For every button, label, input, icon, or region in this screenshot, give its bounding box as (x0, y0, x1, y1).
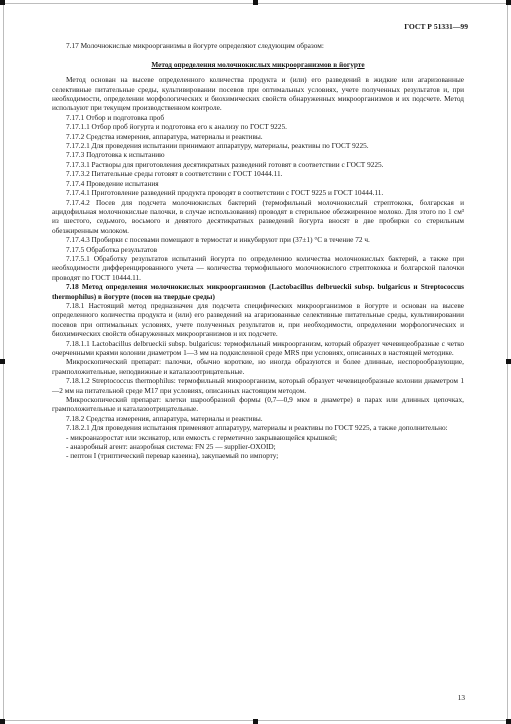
paragraph: 7.17.5.1 Обработку результатов испытаний йогурта по определению количества молочнокислых бактерий, а также при необходимости дифференцированного учета — количества термофильного молочнокислого стрептококка и болгарской палочки проводят по ГОСТ 10444.11. (52, 253, 464, 282)
paragraph: Метод основан на высеве определенного количества продукта и (или) его разведений в жидкие или агаризованные селективные питательные среды, культивировании посевов при оптимальных условиях, учете полученных результатов и, при необходимости, определении морфологических и биохимических свойств обнаруженных микроорганизмов и их подсчете. Метод используют при текущем производственном контроле. (52, 75, 464, 113)
paragraph: 7.17.2.1 Для проведения испытании принимают аппаратуру, материалы, реактивы по ГОСТ 9225. (66, 141, 369, 151)
paragraph: 7.17.3.1 Растворы для приготовления десятикратных разведений готовят в соответствии с ГОСТ 9225. (66, 159, 384, 169)
paragraph: Микроскопический препарат: палочки, обычно короткие, но иногда образуются и более длинные, неспорообразующие, грамположительные, неподвижные и каталазоотрицательные. (52, 357, 464, 376)
corner-mark (253, 719, 258, 724)
paragraph: 7.17.4.2 Посев для подсчета молочнокислых бактерий (термофильный молочнокислый стрептококк, болгарская и ацидофильная молочнокислые палочки, в случае использования) проводят в стерильное обезжиренное молоко. Для этого по 1 см³ из шестого, седьмого, восьмого и девятого десятикратных разведений йогурта вносят в две пробирки со стерильным обезжиренным молоком. (52, 197, 464, 235)
paragraph: Микроскопический препарат: клетки шарообразной формы (0,7—0,9 мкм в диаметре) в парах или длинных цепочках, грамположительные и каталазоотрицательные. (52, 395, 464, 414)
paragraph: - микроанаэростат или эксикатор, или емкость с герметично закрывающейся крышкой; (66, 432, 337, 442)
corner-mark (506, 359, 511, 364)
paragraph: 7.17.1 Отбор и подготовка проб (66, 112, 165, 122)
paragraph: 7.17.2 Средства измерения, аппаратура, материалы и реактивы. (66, 131, 263, 141)
paragraph: 7.17.4.3 Пробирки с посевами помещают в термостат и инкубируют при (37±1) °С в течение 72 ч. (66, 235, 370, 245)
corner-mark (0, 719, 5, 724)
paragraph: 7.17.3 Подготовка к испытанию (66, 150, 165, 160)
section-title: Метод определения молочнокислых микроорганизмов в йогурте (151, 59, 365, 69)
body-text (52, 41, 464, 460)
paragraph: 7.17.1.1 Отбор проб йогурта и подготовка его к анализу по ГОСТ 9225. (66, 122, 287, 132)
document-header: ГОСТ Р 51331—99 (404, 22, 468, 31)
paragraph: 7.17.5 Обработка результатов (66, 244, 158, 254)
paragraph: - пептон I (триптический перевар казеина), закупаемый по импорту; (66, 451, 279, 461)
corner-mark (0, 0, 5, 5)
paragraph: - анаэробный агент: анаэробная система: FN 25 — supplier-OXOID; (66, 442, 276, 452)
paragraph: 7.17.3.2 Питательные среды готовят в соответствии с ГОСТ 10444.11. (66, 169, 283, 179)
paragraph: 7.18.2 Средства измерения, аппаратура, материалы и реактивы. (66, 413, 263, 423)
corner-mark (0, 359, 5, 364)
paragraph: 7.17 Молочнокислые микроорганизмы в йогурте определяют следующим образом: (66, 41, 324, 51)
corner-mark (506, 0, 511, 5)
paragraph: 7.18.1 Настоящий метод предназначен для подсчета специфических микроорганизмов в йогурте и основан на высеве определенного количества продукта и (или) его разведений на агаризованные селективные питательные среды, культивировании посевов при оптимальных условиях, учете полученных результатов и, при необходимости, определении морфологических и биохимических свойств обнаруженных микроорганизмов и их подсчете. (52, 300, 464, 339)
page-number: 13 (457, 693, 465, 702)
paragraph: 7.18.2.1 Для проведения испытания применяют аппаратуру, материалы и реактивы по ГОСТ 9225, а также дополнительно: (66, 423, 448, 433)
paragraph: 7.17.4.1 Приготовление разведений продукта проводят в соответствии с ГОСТ 9225 и ГОСТ 10444.11. (66, 188, 384, 198)
corner-mark (506, 719, 511, 724)
paragraph: 7.18 Метод определения молочнокислых микроорганизмов (Lactobacillus delbrueckii subsp. bulgaricus и Streptococcus thermophilus) в йогурте (посев на твердые среды) (52, 282, 464, 301)
paragraph: 7.18.1.1 Lactobacillus delbrueckii subsp. bulgaricus: термофильный микроорганизм, который образует чечевицеобразные с четко очерченными краями колонии диаметром 1—3 мм на подкисленной среде MRS при условиях, описанных в настоящей методике. (52, 338, 464, 357)
paragraph: 7.18.1.2 Streptococcus thermophilus: термофильный микроорганизм, который образует чечевицеобразные колонии диаметром 1—2 мм на питательной среде М17 при условиях, описанных настоящим методом. (52, 376, 464, 395)
corner-mark (253, 0, 258, 5)
page-content (52, 22, 468, 461)
paragraph: 7.17.4 Проведение испытания (66, 178, 159, 188)
